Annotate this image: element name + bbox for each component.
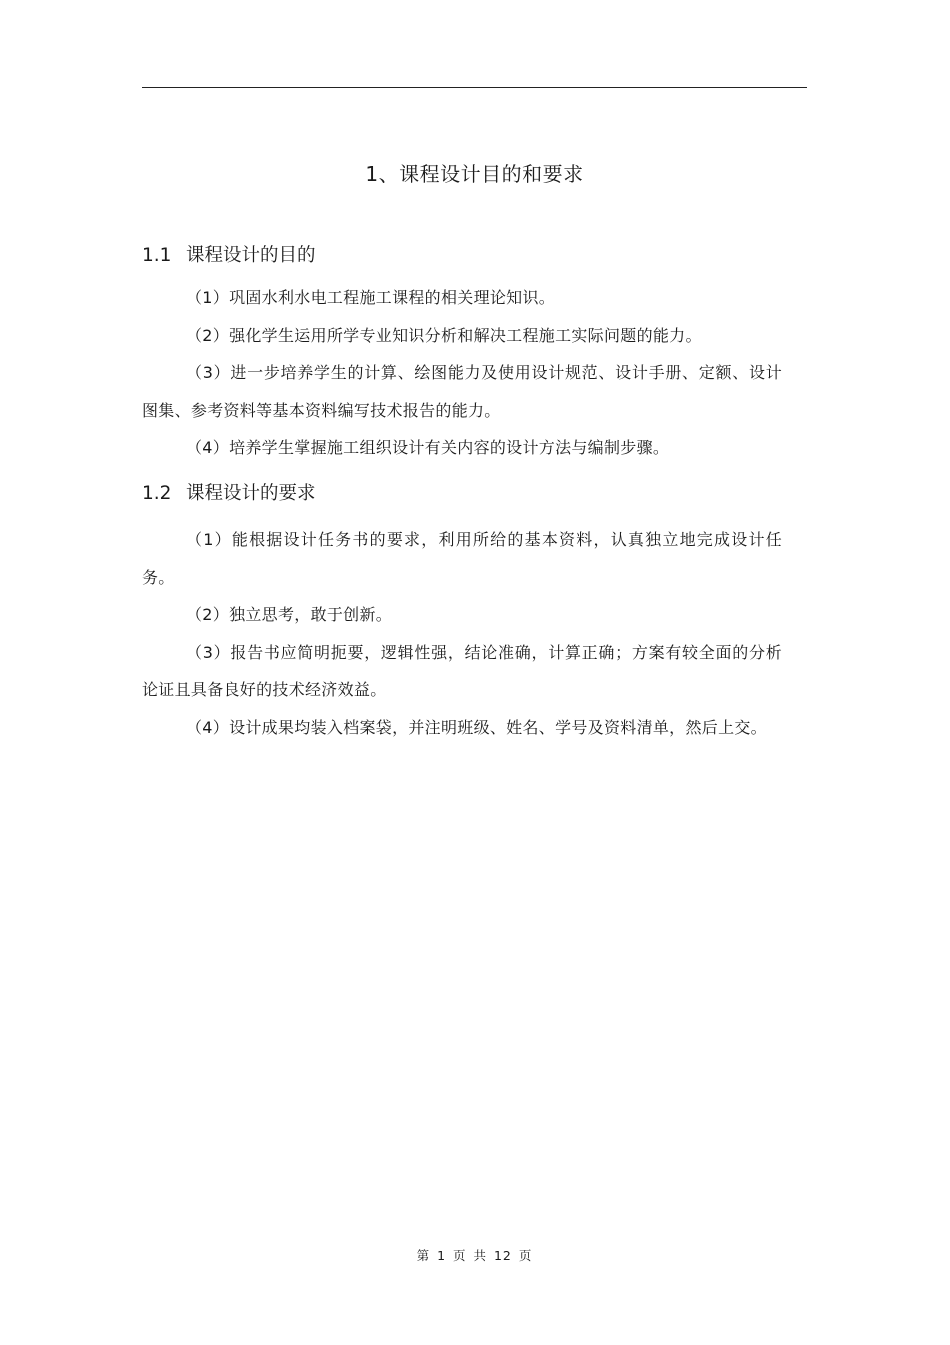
section-heading-purpose [142, 243, 782, 269]
section-purpose [142, 243, 782, 467]
section-title: 课程设计的要求 [186, 483, 316, 504]
section-title: 课程设计的目的 [186, 245, 316, 266]
paragraph: （3）报告书应简明扼要，逻辑性强，结论准确，计算正确；方案有较全面的分析论证且具备良好的技术经济效益。 [142, 642, 782, 699]
header-rule [142, 87, 807, 88]
page-number-footer: 第 1 页 共 12 页 [416, 1248, 533, 1263]
section-requirements [142, 481, 782, 746]
paragraph: （2）强化学生运用所学专业知识分析和解决工程施工实际问题的能力。 [186, 325, 702, 345]
section-number: 1.1 [142, 245, 172, 266]
paragraph: （1）巩固水利水电工程施工课程的相关理论知识。 [186, 288, 556, 307]
paragraph: （1）能根据设计任务书的要求，利用所给的基本资料，认真独立地完成设计任务。 [142, 530, 782, 587]
document-title: 1、课程设计目的和要求 [365, 162, 584, 186]
section-number: 1.2 [142, 483, 172, 504]
paragraph: （3）进一步培养学生的计算、绘图能力及使用设计规范、设计手册、定额、设计图集、参考资料等基本资料编写技术报告的能力。 [142, 363, 782, 420]
paragraph: （4）设计成果均装入档案袋，并注明班级、姓名、学号及资料清单，然后上交。 [186, 717, 767, 737]
section-heading-requirements [142, 481, 782, 507]
paragraph: （2）独立思考，敢于创新。 [186, 605, 393, 624]
paragraph: （4）培养学生掌握施工组织设计有关内容的设计方法与编制步骤。 [186, 438, 670, 457]
